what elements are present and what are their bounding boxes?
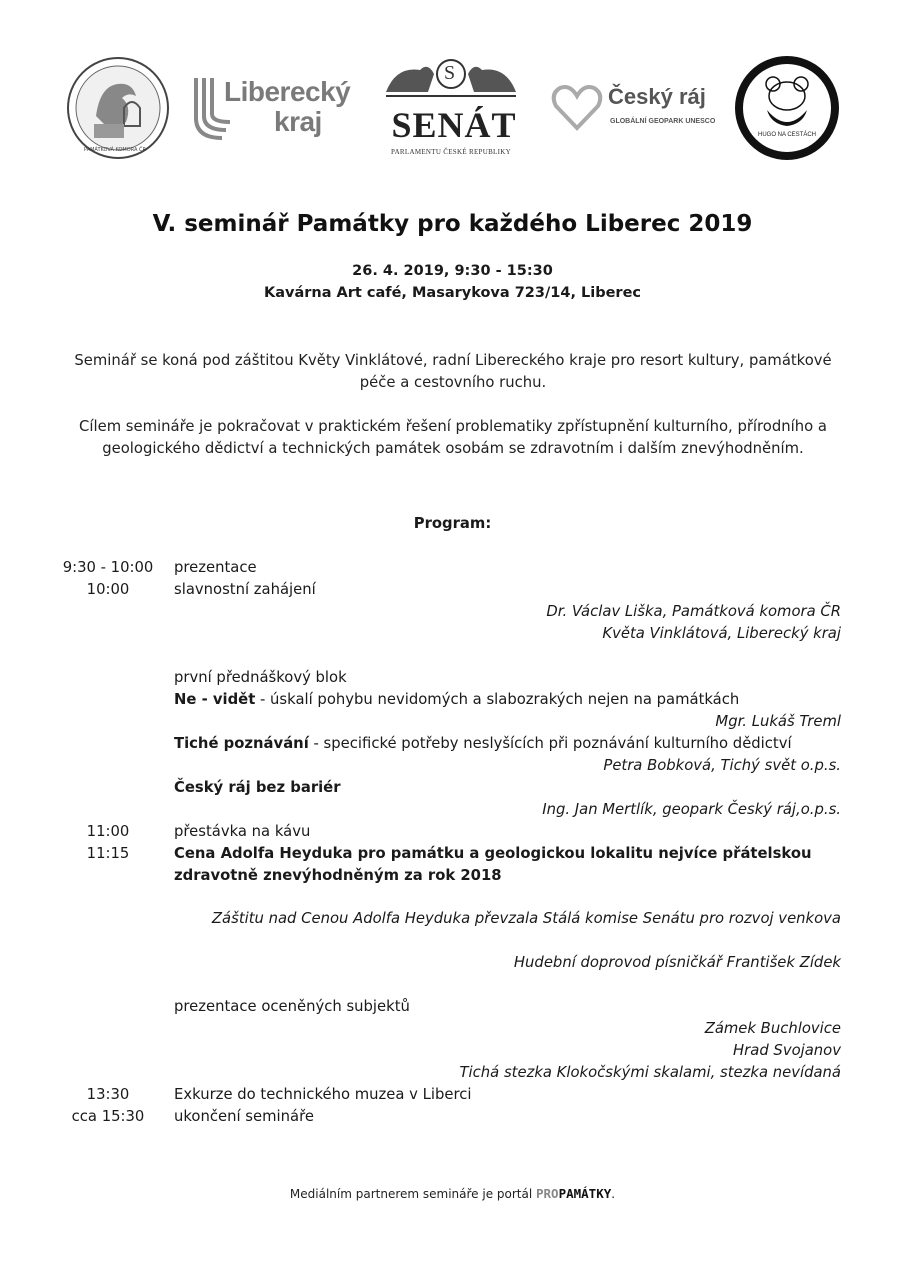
speaker-bobkova: Petra Bobková, Tichý svět o.p.s.: [603, 757, 841, 774]
media-partner-line: [0, 1186, 905, 1201]
awardee-buchlovice: Zámek Buchlovice: [704, 1020, 841, 1037]
lecture-ne-videt-desc: - úskalí pohybu nevidomých a slabozrakých nejen na památkách: [255, 691, 740, 708]
intro-goal: Cílem semináře je pokračovat v praktickém řešení problematiky zpřístupnění kulturního, přírodního a geologického dědictví a technických památek osobám se zdravotním i dalším znevýhodněním.: [79, 418, 827, 457]
geopark-unesco-text: GLOBÁLNÍ GEOPARK UNESCO: [610, 118, 716, 125]
propamatky-brand-pamatky: PAMÁTKY: [558, 1186, 612, 1201]
time-registration: 9:30 - 10:00: [62, 559, 154, 576]
lecture-ne-videt: [174, 691, 739, 709]
lecture-cesky-raj: [174, 779, 341, 797]
seminar-date: 26. 4. 2019, 9:30 - 15:30: [352, 263, 553, 279]
kraj-text: kraj: [274, 106, 322, 137]
time-opening: 10:00: [86, 581, 130, 598]
speaker-mertlik: Ing. Jan Mertlík, geopark Český ráj,o.p.s.: [542, 801, 841, 818]
block-heading: první přednáškový blok: [174, 669, 347, 686]
cesky-raj-logo: [550, 78, 722, 138]
intro-patronage: Seminář se koná pod záštitou Květy Vinklátové, radní Libereckého kraje pro resort kultury, památkové péče a cestovního ruchu.: [74, 352, 832, 391]
senat-logo: [376, 52, 526, 160]
hugo-na-cestach-logo: [733, 54, 841, 162]
senat-subtitle: PARLAMENTU ČESKÉ REPUBLIKY: [391, 148, 511, 156]
item-award-line2: [174, 867, 502, 885]
speaker-treml: Mgr. Lukáš Treml: [715, 713, 841, 730]
hugo-text: HUGO NA CESTÁCH: [757, 132, 816, 138]
item-awardees: prezentace oceněných subjektů: [174, 998, 410, 1015]
awardee-ticha-stezka: Tichá stezka Klokočskými skalami, stezka nevídaná: [459, 1064, 841, 1081]
time-excursion: 13:30: [86, 1086, 130, 1103]
time-break: 11:00: [86, 823, 130, 840]
liberecky-text: Liberecký: [224, 76, 351, 107]
awardee-svojanov: Hrad Svojanov: [733, 1042, 841, 1059]
lecture-ne-videt-title: Ne - vidět: [174, 691, 256, 708]
pamatkova-komora-logo: [66, 56, 170, 160]
footer-dot: .: [611, 1187, 616, 1201]
speaker-liska: Dr. Václav Liška, Památková komora ČR: [546, 603, 841, 620]
award-title-1: Cena Adolfa Heyduka pro památku a geologickou lokalitu nejvíce přátelskou: [174, 845, 812, 862]
program-heading: Program:: [413, 515, 492, 532]
lecture-cesky-raj-title: Český ráj bez bariér: [174, 779, 341, 796]
item-registration: prezentace: [174, 559, 257, 576]
lecture-tiche-title: Tiché poznávání: [174, 735, 309, 752]
note-music: Hudební doprovod písničkář František Zídek: [513, 954, 841, 971]
award-title-2: zdravotně znevýhodněným za rok 2018: [174, 867, 502, 884]
item-break: přestávka na kávu: [174, 823, 311, 840]
lecture-tiche-poznavani: [174, 735, 792, 753]
item-end: ukončení semináře: [174, 1108, 314, 1125]
time-end: cca 15:30: [71, 1108, 145, 1125]
item-opening: slavnostní zahájení: [174, 581, 316, 598]
seminar-venue: Kavárna Art café, Masarykova 723/14, Liberec: [263, 285, 642, 301]
seminar-title: V. seminář Památky pro každého Liberec 2019: [152, 211, 753, 237]
time-award: 11:15: [86, 845, 130, 862]
senat-wordmark: SENÁT: [391, 105, 517, 145]
speaker-vinklatova: Květa Vinklátová, Liberecký kraj: [602, 625, 841, 642]
lecture-tiche-desc: - specifické potřeby neslyšících při poznávání kulturního dědictví: [308, 735, 792, 752]
liberecky-kraj-logo: [192, 72, 362, 144]
cesky-raj-text: Český ráj: [608, 84, 706, 109]
item-award-line1: [174, 845, 812, 863]
item-excursion: Exkurze do technického muzea v Liberci: [174, 1086, 472, 1103]
note-patronage: Záštitu nad Cenou Adolfa Heyduka převzala Stálá komise Senátu pro rozvoj venkova: [211, 910, 841, 927]
pamatkova-komora-text: PAMÁTKOVÁ KOMORA ČR: [84, 147, 146, 153]
senat-seal-letter: S: [444, 62, 456, 84]
media-partner-text: Mediálním partnerem semináře je portál: [289, 1187, 536, 1201]
propamatky-brand-pro: PRO: [536, 1186, 559, 1201]
